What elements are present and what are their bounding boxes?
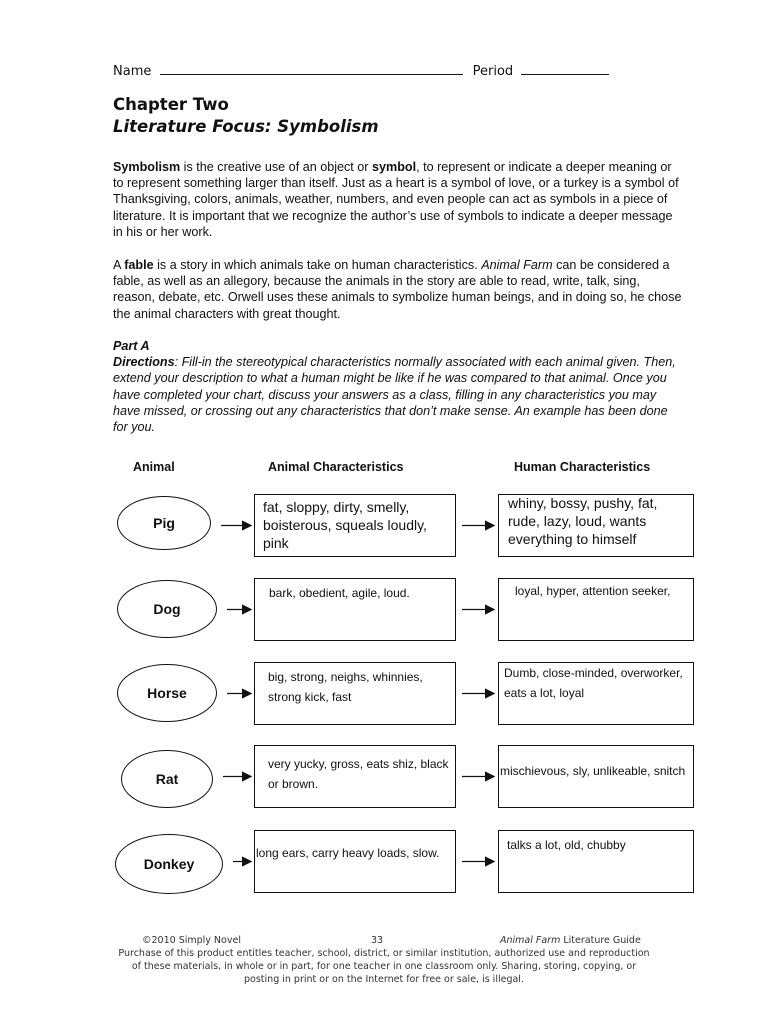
fable-term: fable [124, 258, 154, 272]
animal-characteristics-line: boisterous, squeals loudly, [263, 517, 427, 533]
footer-guide-book: Animal Farm [500, 935, 561, 946]
footer-legal-line-2: of these materials, in whole or in part, for one teacher in one classroom only. Sharing, storing, copying, or [131, 961, 637, 972]
animal-name: Donkey [143, 856, 195, 872]
directions-text: : Fill-in the stereotypical characteristics normally associated with each animal given. Then, extend your description to what a human might be like if he was compared to that animal. Once you have completed your chart, discuss your answers as a class, filling in any characteristics you may have missed, or crossing out any characteristics that don’t make sense. An example has been done for you. [113, 355, 676, 435]
animal-name: Rat [155, 771, 179, 787]
footer-legal-line-1: Purchase of this product entitles teacher, school, district, or similar institution, authorized use and reproduction [118, 948, 650, 959]
animal-characteristics-line: pink [263, 535, 289, 551]
animal-name: Horse [147, 685, 187, 701]
p2-text-a: A [113, 258, 125, 272]
human-characteristics-line: mischievous, sly, unlikeable, snitch [500, 764, 686, 778]
footer-legal-line-3: posting in print or on the Internet for free or sale, is illegal. [244, 974, 524, 985]
animal-characteristics-line: very yucky, gross, eats shiz, black [268, 757, 449, 771]
column-header-animal-characteristics: Animal Characteristics [268, 460, 404, 474]
animal-characteristics-line: bark, obedient, agile, loud. [269, 586, 410, 600]
footer-guide-title [500, 934, 641, 947]
symbol-term: symbol [372, 160, 417, 174]
p2-text-b: is a story in which animals take on human characteristics. [153, 258, 482, 272]
part-a-label: Part A [113, 339, 150, 353]
column-header-human-characteristics: Human Characteristics [514, 460, 651, 474]
human-characteristics-line: talks a lot, old, chubby [507, 838, 626, 852]
human-characteristics-line: everything to himself [508, 531, 637, 547]
footer-copyright: ©2010 Simply Novel [142, 935, 241, 946]
animal-name: Dog [153, 601, 181, 617]
human-characteristics-line: Dumb, close-minded, overworker, [504, 666, 683, 680]
footer-page-number: 33 [371, 935, 384, 946]
period-label: Period [472, 64, 514, 79]
symbolism-term: Symbolism [113, 160, 181, 174]
animal-characteristics-line: strong kick, fast [268, 690, 352, 704]
animal-characteristics-line: or brown. [268, 777, 319, 791]
directions-label: Directions [113, 355, 175, 370]
human-characteristics-line: eats a lot, loyal [504, 686, 585, 700]
column-header-animal: Animal [133, 460, 175, 474]
human-characteristics-line: whiny, bossy, pushy, fat, [508, 495, 658, 511]
human-characteristics-line: rude, lazy, loud, wants [508, 513, 647, 529]
animal-name: Pig [153, 515, 175, 531]
animal-characteristics-line: big, strong, neighs, whinnies, [268, 670, 423, 684]
p1-text-b: , to represent or indicate a deeper meaning or to represent something larger than itself. Just as a heart is a symbol of love, or a turkey is a symbol of Thanksgiving, colors, animals, weather, numbers, and even people can act as symbols in a piece of literature. It is important that we recognize the author’s use of symbols to indicate a deeper message in his or her work. [113, 160, 679, 239]
animal-farm-title: Animal Farm [481, 258, 553, 272]
name-label: Name [113, 64, 152, 79]
animal-characteristics-line: long ears, carry heavy loads, slow. [256, 846, 440, 860]
footer-legal [84, 947, 684, 986]
chapter-title: Chapter Two [113, 95, 229, 114]
animal-characteristics-line: fat, sloppy, dirty, smelly, [263, 499, 410, 515]
p2-text-c: can be considered a fable, as well as an allegory, because the animals in the story are able to read, write, talk, sing, reason, debate, etc. Orwell uses these animals to symbolize human beings, and in doing so, he chose the animal characters with great thought. [113, 258, 682, 321]
human-characteristics-line: loyal, hyper, attention seeker, [515, 584, 671, 598]
footer-guide-suffix: Literature Guide [560, 935, 641, 946]
focus-title: Literature Focus: Symbolism [113, 117, 379, 136]
p1-text-a: is the creative use of an object or [180, 160, 372, 174]
